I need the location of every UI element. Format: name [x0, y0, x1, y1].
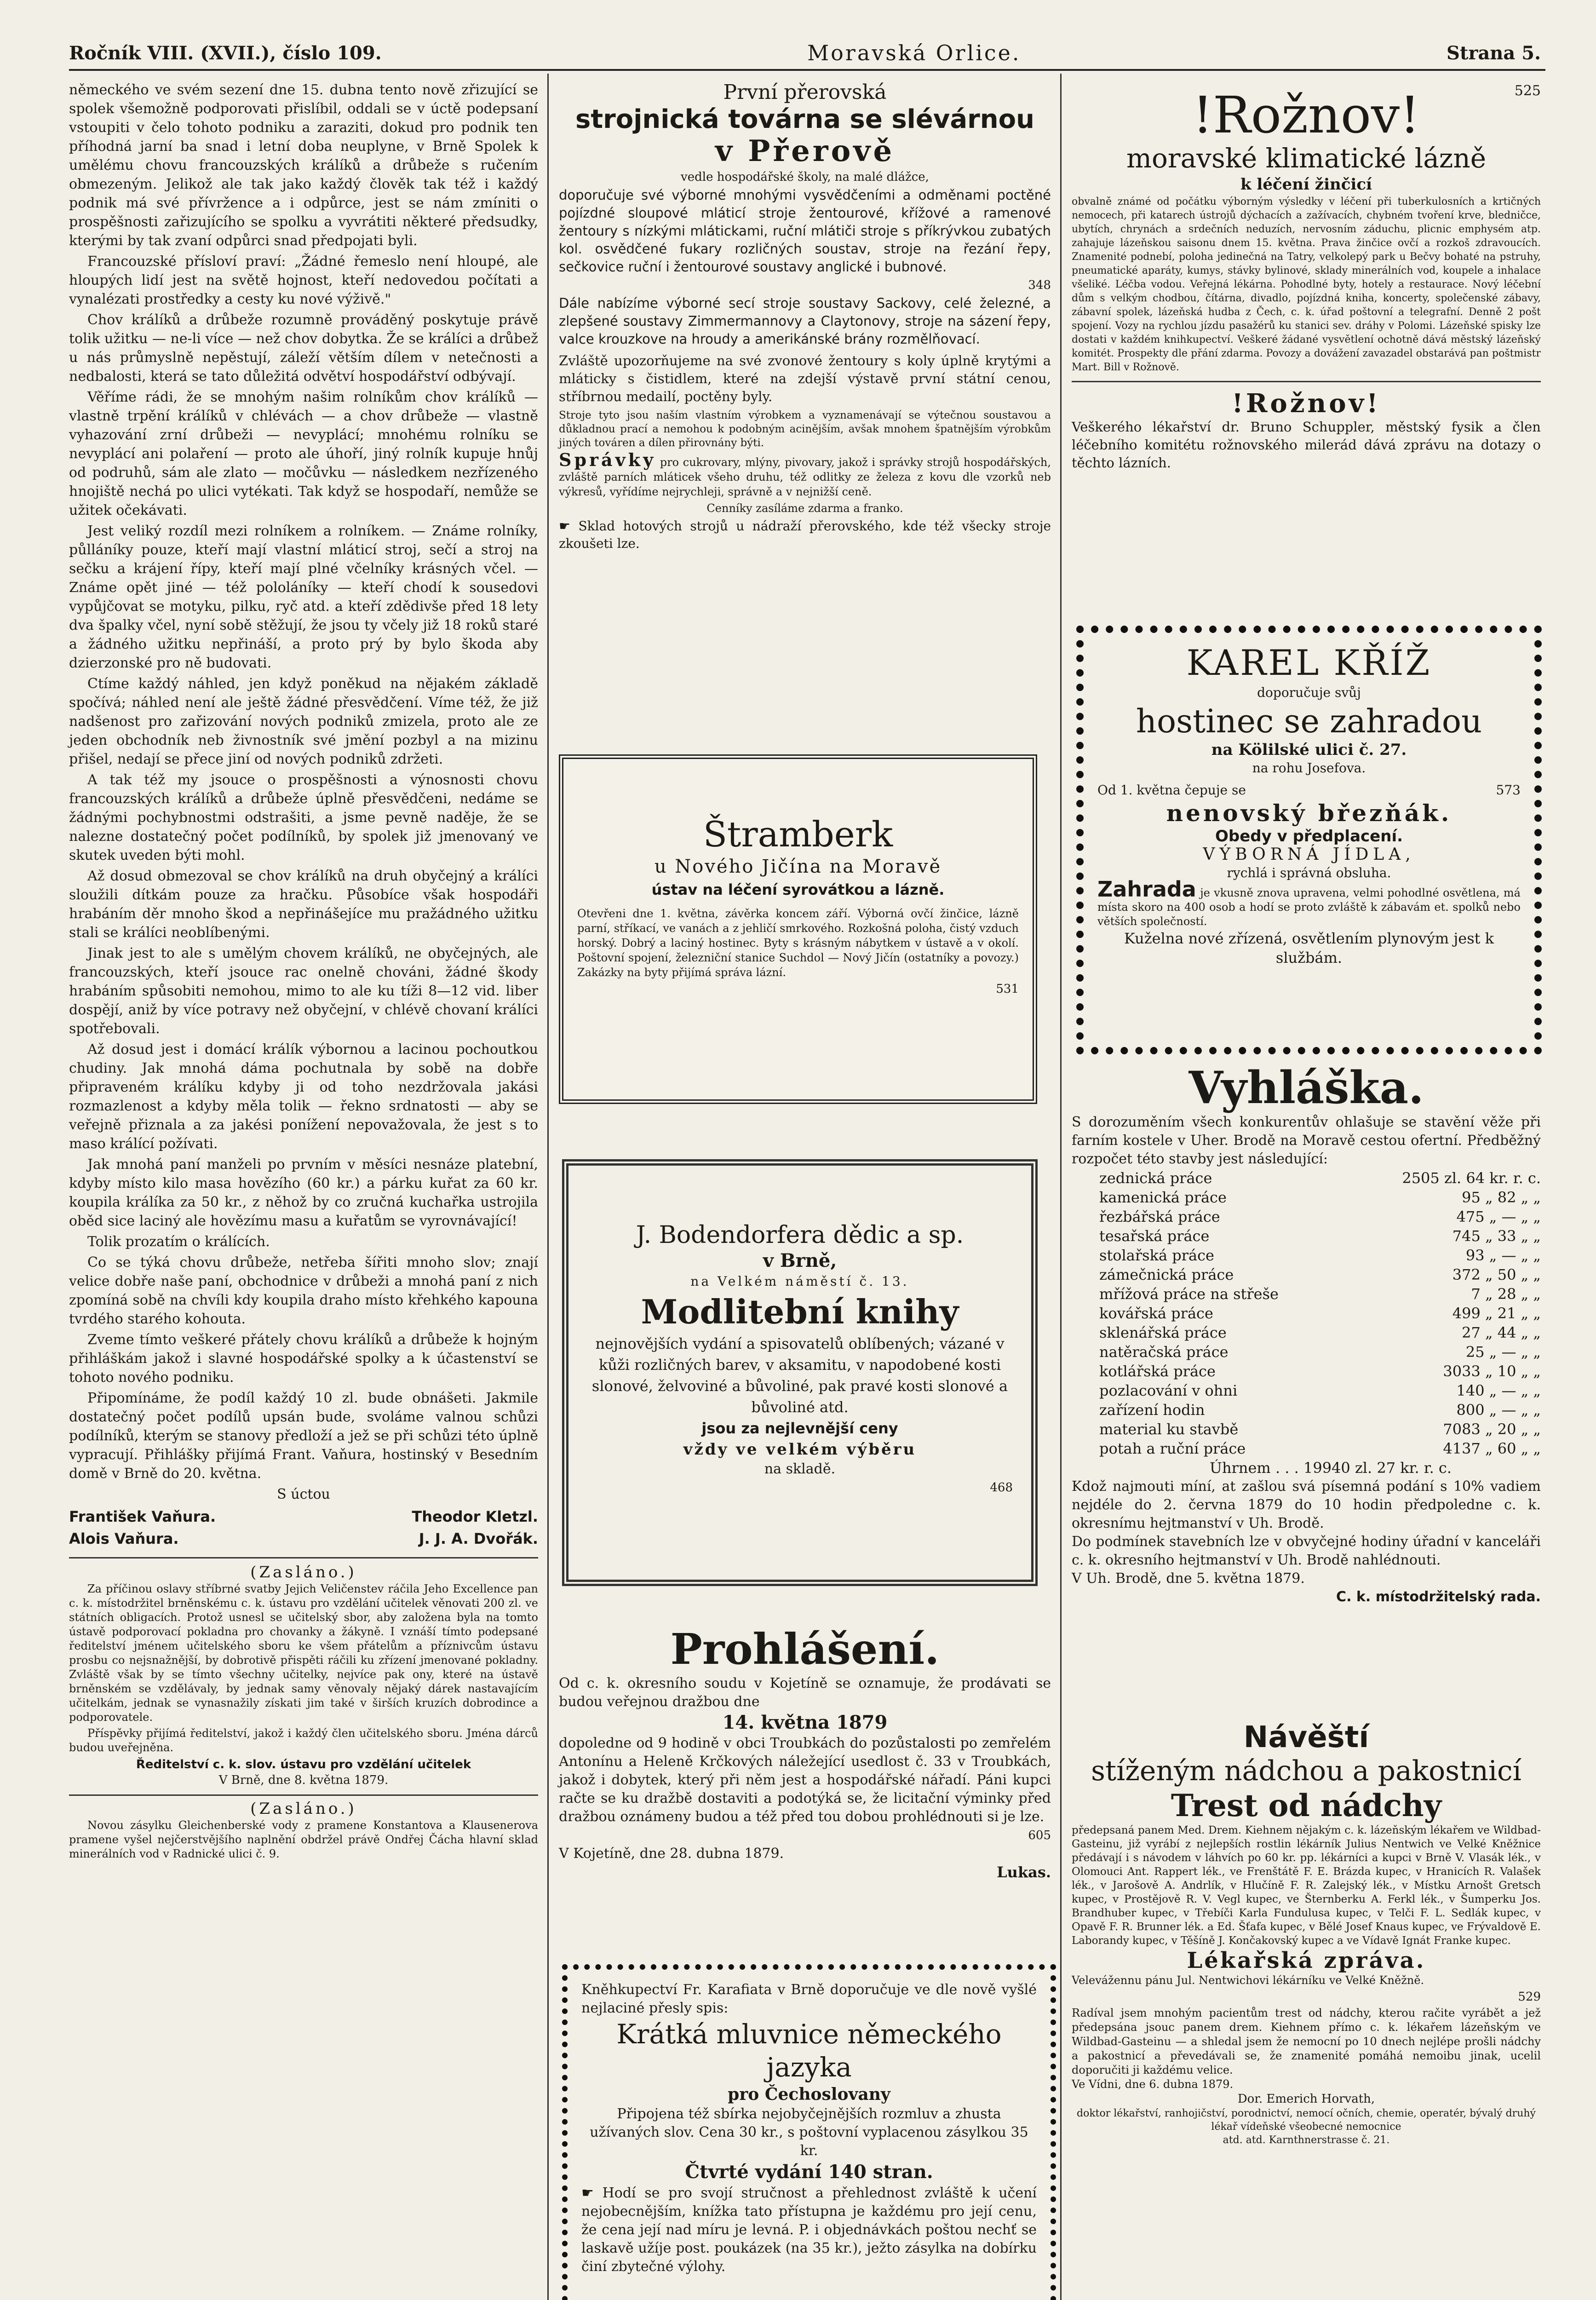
budget-row-value: 745 „ 33 „ „ — [1452, 1227, 1541, 1245]
ad-line: První přerovská — [723, 80, 887, 104]
ad-bodendorfer-ref: 468 — [990, 1481, 1013, 1495]
ad-karafiat-line: Kněhkupectví Fr. Karafiata v Brně doporučuje ve dle nově vyšlé nejlaciné přesly spis: — [581, 1982, 1037, 2016]
ad-roznov-text: obvalně známé od počátku výborným výsledky v léčení při tuberkulosních a krtičných nemocech, při katarech ústrojů dýchacích a zažívacích, chybném tvoření krve, bledničce, ubytích, chrynách a srdečních neduzích, nervosním záduchu, plicnic emphysém atp. zahajuje lázeňskou saisonu dnem 15. května. Prava žinčice ovčí a rozkoš zdravoucích. Znamenité podnebí, poloha jedinečná na Tatry, velkolepý park u Bečvy bohaté na pstruhy, pneumatické aparáty, kumys, stávky bylinové, sklady minerálních vod, koupele a inhalace všeliké. Léčba vodou. Veřejná lékárna. Pohodlné byty, hotely a restaurace. Nový léčební dům s velkým chodbou, čítárna, divadlo, pojízdná kniha, koncerty, společenské zábavy, zábavní spolek, lázeňská hudba z Čech, c. k. úřad poštovní a telegrafní. Denně 2 pošt spojení. Vozy na rychlou jízdu pasažérů ku stanici sev. dráhy v Polomi. Lázeňské spisky lze dostati v každém knihkupectví. Veškeré žádané vysvětlení ochotně dává městský lázeňský komitét. Prospekty dle přání zdarma. Povozy a dovážení zavazadel obstarává pan poštmistr Mart. Bill v Rožnově. — [1072, 196, 1541, 373]
article-paragraph: Až dosud obmezoval se chov králíků na druh obyčejný a králíci sloužili dítkám pouze za hračku. Působíce však hospodáři hrabáním děr mnoho škod a nepřinášejíce mu pražádného užitku stali se králíci neoblíbenými. — [69, 868, 538, 941]
ad-prohlaseni-ref: 605 — [1028, 1828, 1051, 1842]
volume-issue: Ročník VIII. (XVII.), číslo 109. — [69, 42, 382, 64]
budget-row — [1099, 1304, 1541, 1323]
budget-total: Úhrnem . . . 19940 zl. 27 kr. r. c. — [1210, 1459, 1452, 1477]
zaslano-signature: Ředitelství c. k. slov. ústavu pro vzdělání učitelek — [136, 1758, 471, 1771]
ad-prohlaseni-sig: Lukas. — [997, 1863, 1051, 1881]
page-number: 525 — [1514, 83, 1541, 99]
ad-stramberk-sub: u Nového Jičína na Moravě — [654, 856, 942, 877]
ad-headline-city: v Přerově — [715, 134, 895, 168]
ad-roznov-text-2: Veškerého lékařství dr. Bruno Schuppler, městský fysik a člen léčebního komitétu rožnovského milerád dává zprávu na dotazy o těchto lázních. — [1072, 419, 1541, 471]
budget-row-value: 475 „ — „ „ — [1456, 1208, 1541, 1225]
zaslano-text-3: Novou zásylku Gleichenberské vody z pramene Konstantova a Klausenerova pramene vyšel nejčerstvějšího naplnění obdržel právě Ondřej Čácha hlavní sklad minerálních vod v Radnické ulici č. 9. — [69, 1819, 538, 1860]
budget-row-label: pozlacování v ohni — [1099, 1382, 1238, 1399]
budget-row-value: 7 „ 28 „ „ — [1471, 1285, 1541, 1303]
budget-row-value: 7083 „ 20 „ „ — [1443, 1420, 1541, 1438]
budget-row-label: zednická práce — [1099, 1169, 1212, 1187]
budget-row-value: 95 „ 82 „ „ — [1462, 1189, 1541, 1206]
signatures-row-2 — [69, 1530, 538, 1548]
ad-navesti-sig-2: doktor lékařství, ranhojičství, porodnictví, nemocí očních, chemie, operatér, bývalý druhý lékař vídeňské všeobecné nemocnice — [1077, 2108, 1536, 2133]
article-paragraph: Zveme tímto veškeré přátely chovu králíků a drůbeže k hojným přihláškám jakož i slavné hospodářské spolky a k účastenství se tohoto nového podniku. — [69, 1332, 538, 1386]
signature-right: Theodor Kletzl. — [412, 1508, 538, 1525]
ad-bodendorfer-title: J. Bodendorfera dědic a sp. — [636, 1221, 964, 1249]
ad-kriz-beer: nenovský březňák. — [1166, 799, 1452, 827]
article-paragraph: Co se týká chovu drůbeže, netřeba šířiti mnoho slov; znají velice dobře naše paní, obchodnice v drůbeži a mnohá paní z nich zpomíná sobě na chvíli kdy koupila draho místo křehkého kapouna tvrdého starého kohouta. — [69, 1254, 538, 1327]
ad-kriz-name: KAREL KŘÍŽ — [1186, 642, 1432, 683]
budget-row-value: 4137 „ 60 „ „ — [1443, 1440, 1541, 1457]
ad-karafiat-title: Krátká mluvnice německého jazyka — [616, 2018, 1002, 2083]
budget-row-value: 499 „ 21 „ „ — [1452, 1305, 1541, 1322]
ad-prohlaseni — [559, 1624, 1051, 1881]
hand-pointer-icon: ☛ — [559, 518, 571, 534]
ad-vyhlaska-text: S dorozuměním všech konkurentův ohlašuje se stavění věže při farním kostele v Uher. Brodě na Moravě cestou ofertní. Předběžný rozpočet této stavby jest následující: — [1072, 1114, 1541, 1167]
ad-navesti-zprava: Lékařská zpráva. — [1187, 1948, 1426, 1973]
budget-table — [1099, 1168, 1541, 1458]
budget-row-label: potah a ruční práce — [1099, 1440, 1246, 1457]
budget-row — [1099, 1342, 1541, 1362]
budget-row — [1099, 1381, 1541, 1400]
ad-vyhlaska-text-2: Kdož najmouti míní, at zašlou svá písemná podání s 10% vadiem nejdéle do 2. června 1879 do 10 hodin předpoledne c. k. okresnímu hejtmanství v Uh. Brodě. — [1072, 1478, 1541, 1531]
ad-navesti-text-3: Radíval jsem mnohým pacientům trest od nádchy, kterou račite vyrábět a jež předepsána jsouc panem drem. Kiehnem přímo c. k. lékařem lázeňským ve Wildbad-Gasteinu — a shledal jsem že nemocní po 10 dnech nejlépe prošli nádchy a pakostnicí a převedávali se, že znamenité pomáhá nemoibu jinak, ucelil doporučiti ji každému velice. — [1072, 2007, 1541, 2076]
ad-kriz-food3: rychlá i správná obsluha. — [1227, 865, 1391, 880]
ad-bodendorfer-text: nejnovějších vydání a spisovatelů oblíbených; vázané v kůži rozličných barev, v aksamitu, v napodobené kosti slonové, želvoviné a bůvoliné, pak pravé kosti slonové a bůvoliné atd. — [591, 1335, 1008, 1416]
column-divider-2 — [1060, 74, 1062, 2300]
ad-prohlaseni-text-2: dopoledne od 9 hodině v obci Troubkách do pozůstalosti po zemřelém Antonínu a Heleně Krčkových náležející usedlost č. 33 v Troubkách, jakož i dobytek, který při něm jest a hospodářské nářadí. Páni kupci račte se ku dražbě dostaviti a podotýká se, že licitační výminky před dražbou oznámeny budou a též před tou dobou prohlédnouti si je lze. — [559, 1735, 1051, 1825]
ad-kriz-sub: doporučuje svůj — [1257, 685, 1361, 700]
ad-navesti-place: Ve Vídni, dne 6. dubna 1879. — [1072, 2078, 1234, 2091]
budget-row-value: 25 „ — „ „ — [1465, 1343, 1541, 1361]
ad-ref: 348 — [1028, 278, 1051, 292]
ad-text-3: Zvláště upozorňujeme na své zvonové žentoury s koly úplně krytými a mláticky s čistidlem, které na zdejší výstavě první státní cenou, stříbrnou medailí, poctěny byly. — [559, 353, 1051, 404]
ad-navesti-sig-3: atd. atd. Karnthnerstrasse č. 21. — [1223, 2134, 1390, 2146]
ad-text-2: Dále nabízíme výborné secí stroje soustavy Sackovy, celé železné, a zlepšené soustavy Zimmermannovy a Claytonovy, stroje na sázení řepy, valce krouzkove na hroudy a amerikánské brány rozmělňovací. — [559, 295, 1051, 347]
ad-text: doporučuje své výborné mnohými vysvědčeními a odměnami poctěné pojízdné sloupové mláticí stroje žentourové, křížové a ramenové žentoury s nízkými mlátickami, ruční mlátiči stroje s příkrývkou zubatých kol. osvědčené fukary rozličných soustav, stroje na řezání řepy, sečkovice ruční i žentourové soustavy anglické i bubnové. — [559, 187, 1051, 275]
ad-stramberk-text: Otevřeni dne 1. května, závěrka koncem září. Výborná ovčí žinčice, lázně parní, stříkací, ve vanách a z jehličí smrkového. Rozkošná poloha, čistý vzduch horský. Dobrý a laciný hostinec. Byty s krásným nábytkem v ústavě a v okolí. Poštovní spojení, železniční stanice Suchdol — Nový Jičín (ostatníky a povozy.) Zakázky na byty přijímá správa lázní. — [577, 907, 1019, 979]
budget-row-value: 800 „ — „ „ — [1456, 1401, 1541, 1419]
budget-row — [1099, 1188, 1541, 1207]
ad-bodendorfer-box — [562, 1159, 1038, 1586]
ad-kriz-ref: 573 — [1496, 782, 1521, 798]
ad-bodendorfer-addr: na Velkém náměstí č. 13. — [690, 1274, 909, 1289]
budget-row-label: kovářská práce — [1099, 1305, 1213, 1322]
budget-row-label: natěračská práce — [1099, 1343, 1229, 1361]
ad-subline: vedle hospodářské školy, na malé dlážce, — [681, 170, 929, 184]
ad-roznov — [1072, 87, 1541, 472]
ad-kriz-bowl: Kuželna nové zřízená, osvětlením plynovým jest k službám. — [1124, 930, 1494, 966]
ad-vyhlaska-title: Vyhláška. — [1188, 1062, 1424, 1114]
budget-row-label: zámečnická práce — [1099, 1266, 1234, 1283]
ad-navesti-title-2: stíženým nádchou a pakostnicí — [1091, 1755, 1521, 1787]
ad-navesti-ref: 529 — [1518, 1990, 1541, 2004]
zaslano-date: V Brně, dne 8. května 1879. — [218, 1773, 389, 1787]
budget-row — [1099, 1226, 1541, 1246]
budget-row — [1099, 1362, 1541, 1381]
article-paragraph: Chov králíků a drůbeže rozumně prováděný poskytuje právě tolik užitku — ne-li více — než chov dobytka. Že se králíci a drůbež u nás průmyslně nepěstují, záleží větším dílem v netečnosti a nedbalosti, která se tato důležitá odvětví hospodářství odbývají. — [69, 312, 538, 385]
page-label: Strana 5. — [1446, 42, 1541, 64]
budget-row — [1099, 1400, 1541, 1420]
article-paragraph: Jinak jest to ale s umělým chovem králíků, ne obyčejných, ale francouzských, kteří jsouce rac onelně chováni, žádné škody hrabáním spůsobiti nemohou, mimo to ale ku tíži 8—12 vid. liber dospějí, aniž by více potravy než obyčejní, v chlévě chovaní králíci spotřebovali. — [69, 945, 538, 1037]
budget-row-label: stolařská práce — [1099, 1247, 1214, 1264]
zaslano-heading-2: (Zasláno.) — [250, 1800, 357, 1818]
ad-headline: strojnická továrna se slévárnou — [575, 104, 1034, 134]
budget-row-label: řezbářská práce — [1099, 1208, 1220, 1225]
ad-roznov-sub2: k léčení žinčicí — [1240, 175, 1372, 194]
ad-stramberk-title: Štramberk — [703, 814, 893, 855]
article-paragraph: Tolik prozatím o králících. — [87, 1234, 270, 1250]
ad-navesti — [1072, 1720, 1541, 2147]
ad-kriz-title: hostinec se zahradou — [1136, 702, 1482, 740]
signoff: S úctou — [277, 1486, 330, 1502]
budget-row — [1099, 1265, 1541, 1284]
ad-kriz — [1097, 642, 1521, 967]
ad-kriz-garden: Zahrada — [1097, 877, 1196, 902]
ad-spravky-label: Správky — [559, 449, 656, 470]
budget-row — [1099, 1323, 1541, 1342]
ad-kriz-addr2: na rohu Josefova. — [1252, 760, 1366, 776]
ad-karafiat-box — [562, 1964, 1056, 2300]
budget-row-label: material ku stavbě — [1099, 1420, 1239, 1438]
zaslano-text: Za příčinou oslavy stříbrné svatby Jejich Veličenstev ráčila Jeho Excellence pan c. k. místodržitel brněnskému c. k. ústavu pro vzdělání učitelek věnovati 200 zl. ve státních obligacích. Protož usnesl se učitelský sbor, aby založena byla na tomto ústavě podporovací pokladna pro chovanky a žákyně. I vznáší tímto podepsané ředitelství jménem učitelského sboru ke všem přátelům a příznivcům ústavu prosbu co nejsnažnější, by dobrotivě přispěti ráčili ku zřízení jmenované pokladny. Zvláště však by se tímto všechny učitelky, nejvíce pak ony, které na ústavě brněnském se vzdělávaly, by jednak samy věnovaly nějaký dárek nastavajícím učitelkám, jednak se vynasnažily získati jim také v širších kruzích dobrodince a podporovatele. — [69, 1582, 538, 1724]
budget-row-label: mřížová práce na střeše — [1099, 1285, 1279, 1303]
article-paragraph: Jest veliký rozdíl mezi rolníkem a rolníkem. — Známe rolníky, půlláníky pouze, kteří mají vlastní mláticí stroj, sečí a stroj na sečku a krájení řípy, kteří mají plné včelníky krásných včel. — Známe opět jiné — též pololáníky — kteří chodí k sousedovi vypůjčovat se motyku, pilku, ryč atd. a kteří zdědivše před 18 lety dva špalky včel, nyní sobě stěžují, že jsou ty včely již 18 roků staré a žádného užitku nepřináší, a proto prý by bylo škoda aby dzierzonské pro ně budovati. — [69, 523, 538, 671]
ad-stramberk-box — [559, 754, 1037, 1104]
ad-vyhlaska-sig: C. k. místodržitelský rada. — [1336, 1589, 1541, 1605]
budget-row-label: kotlářská práce — [1099, 1363, 1216, 1380]
ad-karafiat — [581, 1981, 1037, 2276]
article-paragraph: německého ve svém sezení dne 15. dubna tento nově zřizující se spolek všemožně podporovati přislíbil, oddali se v úctě podepsaní vstoupiti v čelo tohoto podniku a zaraziti, dokud pro podnik ten příhodná jarní ba snad i letní doba neuplyne, v Brně Spolek k umělému chovu francouzských králíků a drůbeže s ručením obmezeným. Jelikož ale tak jako každý člověk tak též i každý podnik má své přívržence a i odpůrce, jest se nám zmíniti o prospěšnosti zařizujícího se spolku a vyvrátiti některé předsudky, kterými by tak zvaní odpůrci snad předpojati byli. — [69, 82, 538, 249]
signature-left-2: Alois Vaňura. — [69, 1530, 179, 1547]
ad-vyhlaska — [1072, 1063, 1541, 1606]
budget-row-label: kamenická práce — [1099, 1189, 1227, 1206]
divider — [69, 1557, 538, 1558]
ad-prohlaseni-title: Prohlášení. — [670, 1624, 940, 1674]
ad-spravky-text: pro cukrovary, mlýny, pivovary, jakož i správky strojů hospodářských, zvláště parních mláticek všeho druhu, též odlitky ze železa z kovu dle vzorků neb výkresů, vyřídíme nejrychleji, správně a v nejnižší ceně. — [559, 456, 1051, 498]
ad-navesti-title-3: Trest od nádchy — [1171, 1788, 1442, 1823]
page-header — [69, 39, 1541, 67]
ad-navesti-title: Návěští — [1243, 1720, 1369, 1754]
budget-row-value: 3033 „ 10 „ „ — [1443, 1363, 1541, 1380]
divider — [69, 1794, 538, 1796]
paper-title: Moravská Orlice. — [807, 40, 1021, 65]
ad-kriz-line: Od 1. května čepuje se — [1097, 782, 1246, 798]
budget-row-value: 140 „ — „ „ — [1456, 1382, 1541, 1399]
signature-left: František Vaňura. — [69, 1508, 216, 1525]
column-1 — [69, 80, 538, 1863]
article-paragraph: Ctíme každý náhled, jen když poněkud na nějakém základě spočívá; náhled není ale ještě žádné přesvědčení. Víme též, že již nadšenost pro zařizování nových podniků zmizela, proto ale ze jeden obchodník neb živnostník své jmění pozbyl a na mizinu přišel, nedají se přece jiní od nových podniků zdržeti. — [69, 676, 538, 767]
ad-cennik: Cenníky zasíláme zdarma a franko. — [706, 502, 903, 515]
ad-kriz-garden-text: je vkusně znova upravena, velmi pohodlné osvětlena, má místa skoro na 400 osob a hodí se proto zvláště k zábavám et. spolků nebo větších společností. — [1097, 886, 1521, 928]
signatures-row-1 — [69, 1507, 538, 1526]
ad-roznov-sub: moravské klimatické lázně — [1126, 143, 1487, 174]
ad-karafiat-sub: pro Čechoslovany — [728, 2085, 890, 2104]
ad-prohlaseni-date: 14. května 1879 — [722, 1712, 888, 1733]
article-paragraph: Věříme rádi, že se mnohým našim rolníkům chov králíků — vlastně trpění králíků v chlévách — a chov drůbeže — vlastně vyhazování zrní drůbeži — nevyplácí; mnohému rolníku se nevyplácí ani polaření — proto ale úhoří, jiný rolník kupuje hnůj od podruhů, sám ale zlato — močůvku — následkem nezřízeného hnojiště nechá po ulici vytékati. Tak když se hospodaří, nemůže se užitek očekávati. — [69, 389, 538, 518]
article-paragraph: Až dosud jest i domácí králík výbornou a lacinou pochoutkou chudiny. Jak mnohá dáma pochutnala by sobě na dobře připraveném králíku kdyby ji od toho nezdržovala jakási rozmazlenost a kdyby měla tolik — řekno srdnatosti — aby se veřejně přiznala a za jakési ponížení nepovažovala, že jest s to maso králící požívati. — [69, 1041, 538, 1152]
ad-bodendorfer-text-3: vždy ve velkém výběru — [683, 1440, 917, 1459]
budget-row-value: 2505 zl. 64 kr. r. c. — [1402, 1169, 1541, 1187]
budget-row-label: sklenářská práce — [1099, 1324, 1227, 1341]
article-paragraph: Připomínáme, že podíl každý 10 zl. bude obnášeti. Jakmile dostatečný počet podílů upsán bude, svoláme valnou schůzi podílníků, kterým se stanovy předloží a jež se při schůzi této úplně vypracují. Přihlášky přijímá Frant. Vaňura, hostinský v Besedním domě v Brně do 20. května. — [69, 1390, 538, 1482]
article-paragraph: A tak též my jsouce o prospěšnosti a výnosnosti chovu francouzských králíků a drůbeže úplně přesvědčeni, nedáme se žádnými pochybnostmi odstrašiti, a jsme pevně naděje, že se nalezne dostatečný počet podílníků, by spolek již jmenovaný ve skutek uveden býti mohl. — [69, 772, 538, 863]
ad-stramberk-sub2: ústav na léčení syrovátkou a lázně. — [651, 881, 945, 898]
column-divider-1 — [547, 74, 549, 2300]
budget-row-value: 93 „ — „ „ — [1465, 1247, 1541, 1264]
budget-row — [1099, 1284, 1541, 1304]
budget-row — [1099, 1439, 1541, 1458]
ad-stramberk-ref: 531 — [996, 982, 1019, 996]
article-paragraph: Francouzské přísloví praví: „Žádné řemeslo není hloupé, ale hloupých lidí jest na světě hojnost, kteří nedovedou počítati a vynalézati prostředky a cesty ku nové výživě." — [69, 253, 538, 307]
divider — [1072, 381, 1541, 382]
ad-karafiat-text: Připojena též sbírka nejobyčejnějších rozmluv a zhusta užívaných slov. Cena 30 kr., s poštovní vyplacenou zásylkou 35 kr. — [590, 2106, 1028, 2159]
zaslano-text-2: Příspěvky přijímá ředitelství, jakož i každý člen učitelského sboru. Jména dárců budou uveřejněna. — [69, 1727, 538, 1754]
ad-kriz-addr: na Kölilské ulici č. 27. — [1211, 741, 1407, 759]
ad-navesti-text: předepsaná panem Med. Drem. Kiehnem nějakým c. k. lázeňským lékařem ve Wildbad-Gasteinu, již vyrábí z nejlepších rostlin lékárník Julius Nentwich ve Velké Kněžnice předávají i s návodem v láhvích po 60 kr. pp. lékárníci a kupci v Brně V. Vlasák lék., v Olomouci Ant. Rappert lék., ve Frenštátě F. E. Brázda kupec, v Hranicích R. Valašek lék., v Jarošově A. Andrlík, v Hlučíně F. R. Zalejský lék., v Místku Arnošt Gretsch kupec, v Prostějově R. V. Vegl kupec, ve Šternberku A. Ferkl lék., v Šumperku Jos. Brandhuber kupec, v Třebíči Karla Fundulusa kupec, v Telči F. L. Sedlák kupec, v Opavě F. R. Brunner lék. a Ed. Šťafa kupec, v Bělé Josef Knaus kupec, ve Frývaldově E. Laborandy kupec, v Těšíně J. Končakovský kupec a ve Vídavě Ignát Franke kupec. — [1072, 1824, 1541, 1947]
ad-prohlaseni-text: Od c. k. okresního soudu v Kojetíně se oznamuje, že prodávati se budou veřejnou dražbou dne — [559, 1675, 1051, 1710]
ad-bodendorfer-city: v Brně, — [763, 1250, 837, 1271]
signature-right-2: J. J. A. Dvořák. — [419, 1530, 538, 1547]
ad-karafiat-text-2: Hodí se pro svojí stručnost a přehlednost zvláště k učení nejobecnějším, knížka tato přístupna je každému pro její cenu, že cena její nad míru je levná. P. i objednávkách poštou nechť se laskavě užíje post. poukázek (na 35 kr.), ježto zásylka na dobírku činí zbytečné výlohy. — [581, 2185, 1037, 2275]
ad-prohlaseni-place: V Kojetíně, dne 28. dubna 1879. — [559, 1846, 784, 1862]
ad-prerov-factory — [559, 80, 1051, 552]
ad-navesti-sig: Dor. Emerich Horvath, — [1237, 2092, 1375, 2106]
ad-karafiat-edition: Čtvrté vydání 140 stran. — [685, 2161, 933, 2183]
ad-bodendorfer-text-4: na skladě. — [764, 1461, 836, 1477]
ad-navesti-text-2: Velevážennu pánu Jul. Nentwichovi lékárníku ve Velké Kněžně. — [1072, 1974, 1424, 1987]
ad-bodendorfer-headline: Modlitební knihy — [641, 1292, 959, 1331]
budget-row-label: zařízení hodin — [1099, 1401, 1205, 1419]
ad-sklad: Sklad hotových strojů u nádraží přerovského, kde též všecky stroje zkoušeti lze. — [559, 518, 1051, 551]
ad-bodendorfer — [587, 1221, 1013, 1497]
ad-kriz-food: Obedy v předplacení. — [1215, 827, 1403, 845]
ad-vyhlaska-text-3: Do podmínek stavebních lze v obvyčejné hodiny úřadní v kanceláři c. k. okresního hejtmanství v Uh. Brodě nahlédnouti. — [1072, 1534, 1541, 1568]
ad-roznov-title-2: !Rožnov! — [1232, 388, 1381, 419]
budget-row-value: 27 „ 44 „ „ — [1462, 1324, 1541, 1341]
zaslano-heading: (Zasláno.) — [250, 1563, 357, 1581]
ad-stramberk — [577, 814, 1019, 998]
header-rule — [69, 69, 1545, 71]
ad-kriz-food2: VÝBORNÁ JÍDLA, — [1203, 845, 1415, 864]
ad-roznov-title: !Rožnov! — [1192, 86, 1420, 144]
hand-pointer-icon: ☛ — [581, 2185, 594, 2201]
budget-row — [1099, 1168, 1541, 1188]
budget-row — [1099, 1207, 1541, 1226]
budget-row-value: 372 „ 50 „ „ — [1452, 1266, 1541, 1283]
budget-row — [1099, 1420, 1541, 1439]
article-paragraph: Jak mnohá paní manželi po prvním v měsíci nesnáze platební, kdyby místo kilo masa hovězího (60 kr.) a párku kuřat za 60 kr. koupila králíka za 50 kr., z něhož by co zručná kuchařka ustrojila oběd sice laciný ale hovězímu masu a kuřatům se vyrovnávající! — [69, 1156, 538, 1229]
ad-text-4: Stroje tyto jsou naším vlastním výrobkem a vyznamenávají se výtečnou soustavou a důkladnou prací a nemohou k podobným acinějším, avšak mnohem špatnějším výrobkům jiných továren a dílen přirovnány býti. — [559, 409, 1051, 449]
budget-row-label: tesařská práce — [1099, 1227, 1210, 1245]
ad-kriz-box — [1076, 626, 1542, 1054]
ad-vyhlaska-place: V Uh. Brodě, dne 5. května 1879. — [1072, 1570, 1305, 1587]
ad-bodendorfer-text-2: jsou za nejlevnější ceny — [701, 1420, 898, 1437]
budget-row — [1099, 1246, 1541, 1265]
